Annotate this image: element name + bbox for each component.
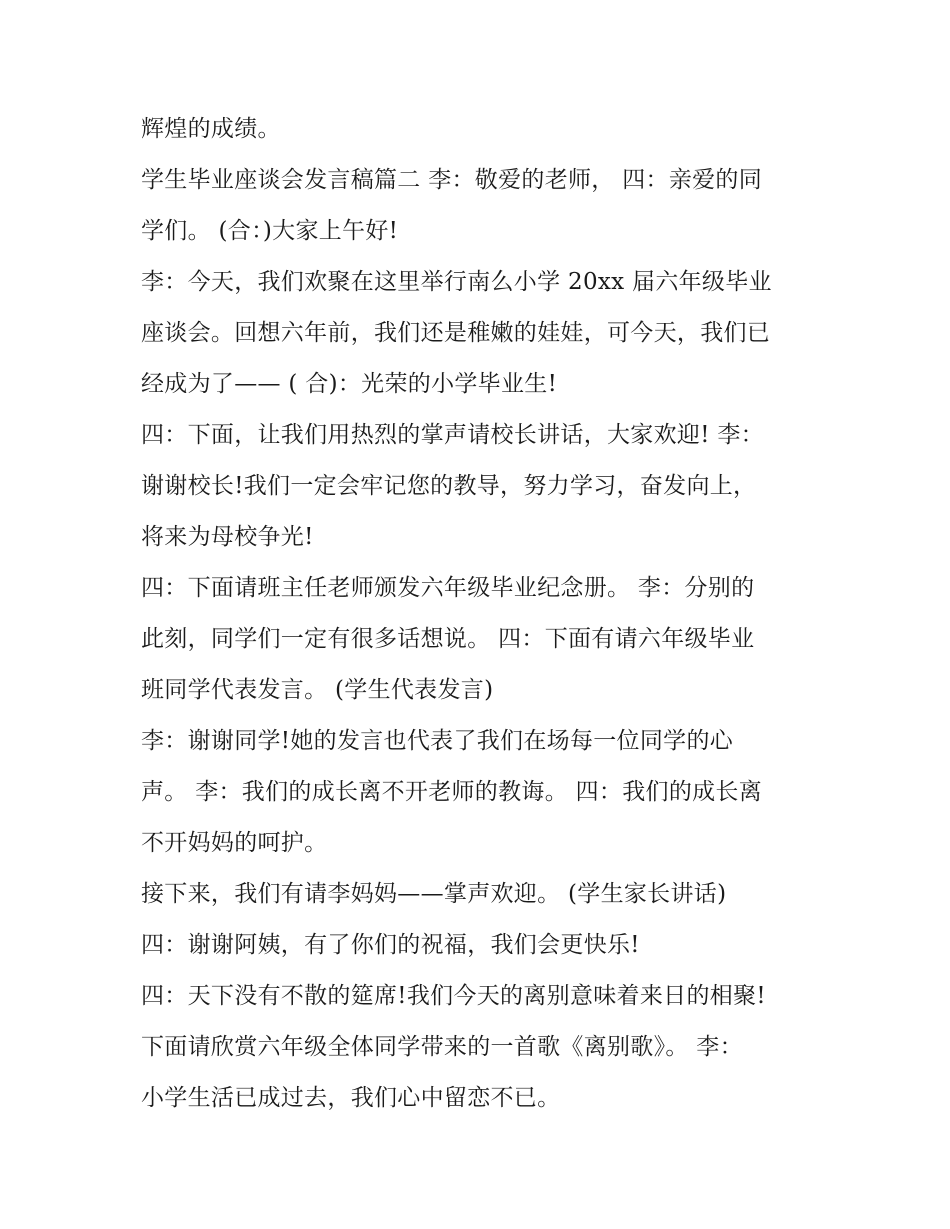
- text-line: 经成为了—— ( 合)：光荣的小学毕业生!: [141, 371, 558, 397]
- text-line: 四：谢谢阿姨，有了你们的祝福，我们会更快乐!: [141, 932, 640, 958]
- text-line: 不开妈妈的呵护。: [141, 830, 328, 856]
- text-line: 学生毕业座谈会发言稿篇二 李：敬爱的老师， 四：亲爱的同: [141, 167, 763, 193]
- text-line: 下面请欣赏六年级全体同学带来的一首歌《离别歌》。 李：: [141, 1034, 743, 1060]
- text-line: 座谈会。回想六年前，我们还是稚嫩的娃娃，可今天，我们已: [141, 320, 771, 346]
- text-line: 小学生活已成过去，我们心中留恋不已。: [141, 1085, 561, 1111]
- text-line: 四：天下没有不散的筵席!我们今天的离别意味着来日的相聚!: [141, 983, 766, 1009]
- text-line: 将来为母校争光!: [141, 524, 314, 550]
- document-body: [141, 104, 841, 1124]
- text-line: 谢谢校长!我们一定会牢记您的教导，努力学习，奋发向上，: [141, 473, 757, 499]
- text-line: 李：谢谢同学!她的发言也代表了我们在场每一位同学的心: [141, 728, 734, 754]
- text-line: 班同学代表发言。 (学生代表发言): [141, 677, 494, 703]
- text-line: 辉煌的成绩。: [141, 116, 281, 142]
- text-line: 李：今天，我们欢聚在这里举行南么小学 20xx 届六年级毕业: [141, 269, 772, 295]
- text-line: 声。 李：我们的成长离不开老师的教诲。 四：我们的成长离: [141, 779, 763, 805]
- text-line: 此刻，同学们一定有很多话想说。 四：下面有请六年级毕业: [141, 626, 755, 652]
- text-line: 四：下面，让我们用热烈的掌声请校长讲话，大家欢迎! 李：: [141, 422, 764, 448]
- text-line: 接下来，我们有请李妈妈——掌声欢迎。 (学生家长讲话): [141, 881, 727, 907]
- text-line: 学们。 (合：)大家上午好!: [141, 218, 399, 244]
- text-line: 四：下面请班主任老师颁发六年级毕业纪念册。 李：分别的: [141, 575, 755, 601]
